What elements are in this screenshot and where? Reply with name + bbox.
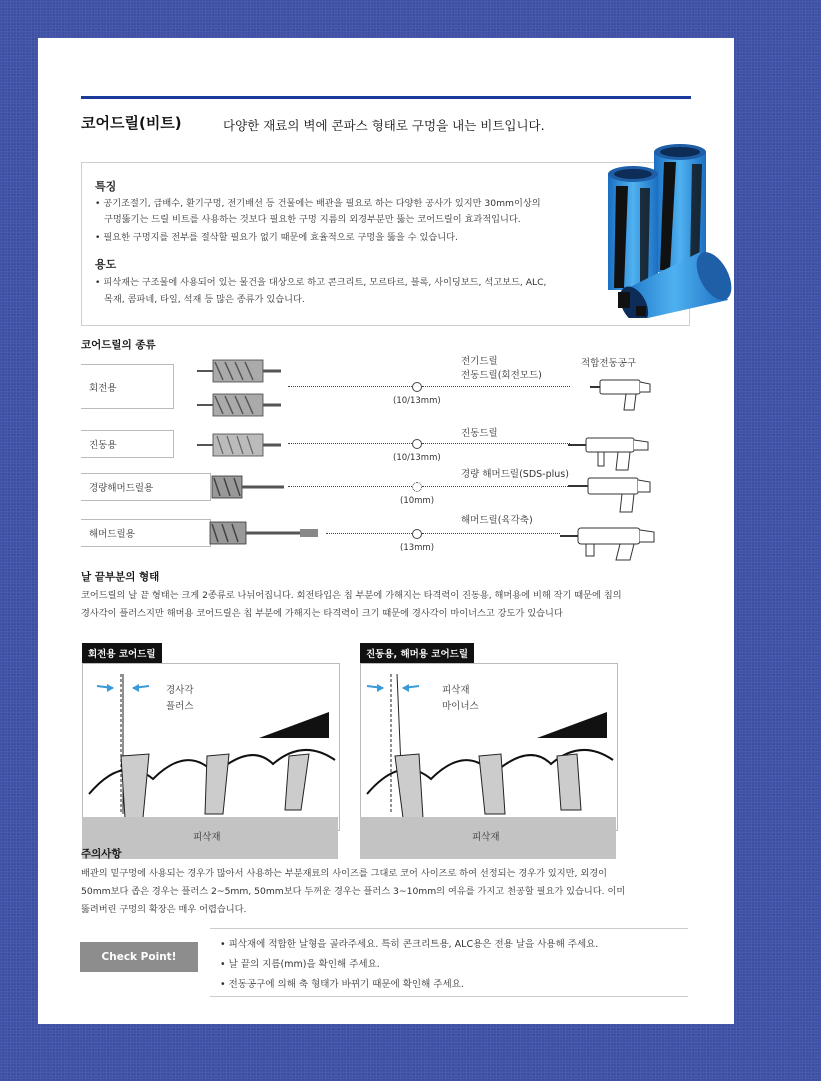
type-light-hammer-dotline <box>288 486 416 487</box>
features-line-3: • 필요한 구멍지를 전부를 절삭할 필요가 없기 때문에 효율적으로 구멍을 뚫을 수 있습니다. <box>95 232 458 243</box>
usage-heading: 용도 <box>95 258 117 271</box>
type-rotary-tool-line2: 전동드릴(회전모드) <box>461 370 542 381</box>
hammer-bit-icon <box>206 520 321 546</box>
type-label-hammer: 해머드릴용 <box>81 519 211 547</box>
diagram-rotary-label: 회전용 코어드릴 <box>82 643 162 663</box>
light-hammer-drill-icon <box>568 474 654 514</box>
type-vibration-tool: 진동드릴 <box>461 428 498 439</box>
check-item-2: • 날 끝의 지름(mm)을 확인해 주세요. <box>220 959 380 970</box>
tip-shape-line-1: 코어드릴의 날 끝 형태는 크게 2종류로 나뉘어집니다. 회전타입은 칩 부분에 가해지는 타격력이 진동용, 해머용에 비해 작기 때문에 칩의 <box>81 590 622 601</box>
check-divider-bottom <box>210 996 688 997</box>
caution-heading: 주의사항 <box>81 848 122 860</box>
diagram-hammer-angle-1: 피삭재 <box>442 685 470 696</box>
top-rule <box>81 96 691 99</box>
diagram-hammer-direction: 회전방향 <box>558 695 593 705</box>
round-shank-icon <box>412 439 422 449</box>
type-label-rotary: 회전용 <box>81 364 174 409</box>
page-subtitle: 다양한 재료의 벽에 콘파스 형태로 구멍을 내는 비트입니다. <box>223 118 545 133</box>
type-vibration-dotline-2 <box>422 443 570 444</box>
back-bit-icon <box>654 144 706 272</box>
features-heading: 특징 <box>95 180 117 193</box>
diagram-rotary-direction: 회전방향 <box>281 695 316 705</box>
type-rotary-dotline-2 <box>422 386 570 387</box>
check-item-1: • 피삭재에 적합한 날형을 골라주세요. 특히 콘크리트용, ALC용은 전용 날을 사용해 주세요. <box>220 939 599 950</box>
hammer-drill-icon <box>560 522 656 562</box>
tip-shape-line-2: 경사각이 플러스지만 해머용 코어드릴은 칩 부분에 가해지는 타격력이 크기 때문에 경사각이 마이너스고 강도가 있습니다 <box>81 608 563 619</box>
check-point-button[interactable]: Check Point! <box>80 942 198 972</box>
tip-shape-heading: 날 끝부분의 형태 <box>81 571 160 583</box>
features-line-2: 구멍뚫기는 드릴 비트를 사용하는 것보다 필요한 구멍 지름의 외경부분만 뚫는 코어드릴이 효과적입니다. <box>104 214 521 225</box>
diagram-rotary-drawing <box>83 664 339 830</box>
check-item-3: • 전동공구에 의해 축 형태가 바뀌기 때문에 확인해 주세요. <box>220 979 464 990</box>
rotary-bit-bottom-icon <box>193 390 283 420</box>
type-hammer-dotline <box>326 533 416 534</box>
suitable-tool-header: 적합전동공구 <box>581 358 637 369</box>
diagram-rotary-frame <box>82 663 340 831</box>
check-divider-top <box>210 928 688 929</box>
types-heading: 코어드릴의 종류 <box>81 339 156 351</box>
caution-line-1: 배관의 밑구멍에 사용되는 경우가 많아서 사용하는 부분재료의 사이즈를 그대로 코어 사이즈로 하여 선정되는 경우가 있지만, 외경이 <box>81 868 607 879</box>
caution-line-3: 뚫려버린 구멍의 확장은 매우 어렵습니다. <box>81 904 247 915</box>
electric-drill-icon <box>590 376 652 412</box>
round-shank-icon <box>412 382 422 392</box>
diagram-rotary-angle-1: 경사각 <box>166 685 194 696</box>
diagram-hammer-label: 진동용, 해머용 코어드릴 <box>360 643 474 663</box>
type-vibration-size: (10/13mm) <box>393 453 441 463</box>
caution-line-2: 50mm보다 좁은 경우는 플러스 2~5mm, 50mm보다 두꺼운 경우는 플러스 3~10mm의 여유를 가지고 천공할 필요가 있습니다. 이미 <box>81 886 626 897</box>
type-light-hammer-dotline-2 <box>422 486 570 487</box>
diagram-hammer-material: 피삭재 <box>472 832 500 843</box>
diagram-rotary-angle-2: 플러스 <box>166 701 194 712</box>
usage-line-1: • 피삭재는 구조물에 사용되어 있는 물건을 대상으로 하고 콘크리트, 모르타르, 블록, 사이딩보드, 석고보드, ALC, <box>95 277 547 288</box>
light-hammer-bit-icon <box>206 474 286 500</box>
features-line-1: • 공기조절기, 급배수, 환기구멍, 전기배선 등 건물에는 배관을 필요로 하는 다양한 공사가 있지만 30mm이상의 <box>95 198 541 209</box>
rotary-bit-top-icon <box>193 356 283 386</box>
diagram-rotary-material: 피삭재 <box>193 832 221 843</box>
type-light-hammer-size: (10mm) <box>400 496 435 506</box>
type-hammer-tool: 해머드릴(육각축) <box>461 515 533 526</box>
hex-shank-icon <box>412 529 422 539</box>
type-hammer-size: (13mm) <box>400 543 435 553</box>
left-bit-icon <box>608 166 658 290</box>
sds-shank-icon <box>412 482 422 492</box>
diagram-hammer-drawing <box>361 664 617 830</box>
vibration-drill-icon <box>568 434 654 472</box>
type-label-vibration: 진동용 <box>81 430 174 458</box>
type-rotary-dotline <box>288 386 416 387</box>
usage-line-2: 목재, 콤파네, 타일, 석재 등 많은 종류가 있습니다. <box>104 294 305 305</box>
page-sheet <box>38 38 734 1024</box>
type-label-light-hammer: 경량해머드릴용 <box>81 473 211 501</box>
core-bits-product-image <box>600 142 732 318</box>
vibration-bit-icon <box>193 430 283 460</box>
type-rotary-tool-line1: 전기드릴 <box>461 356 498 367</box>
diagram-hammer-frame <box>360 663 618 831</box>
diagram-hammer-angle-2: 마이너스 <box>442 701 479 712</box>
type-vibration-dotline <box>288 443 416 444</box>
type-rotary-size: (10/13mm) <box>393 396 441 406</box>
page-title: 코어드릴(비트) <box>81 114 182 132</box>
type-hammer-dotline-2 <box>422 533 560 534</box>
type-light-hammer-tool: 경량 해머드릴(SDS-plus) <box>461 469 569 480</box>
